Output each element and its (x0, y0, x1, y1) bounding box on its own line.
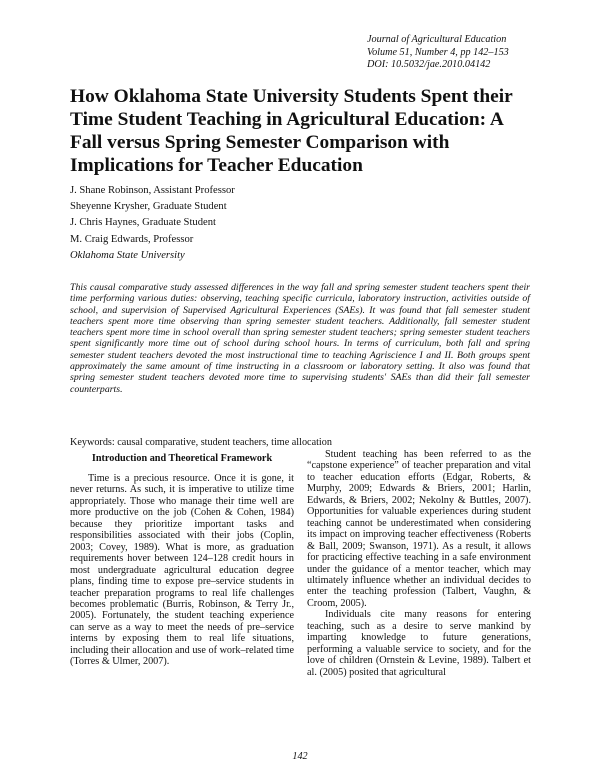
author-4: M. Craig Edwards, Professor (70, 233, 194, 245)
paper-title: How Oklahoma State University Students Spent their Time Student Teaching in Agricultural Education: A Fall versus Spring Semester Comparison with Implications for Teacher Education (70, 86, 513, 176)
body-paragraph-left: Time is a precious resource. Once it is gone, it never returns. As such, it is imperative to utilize time appropriately. Those who manage their time well are more productive on the job (Cohen & Cohen, 1984) because they prioritize important tasks and responsibilities associated with their jobs (Coplin, 2003; Covey, 1989). What is more, as graduation requirements hover between 124–128 credit hours in most undergraduate agricultural education degree plans, finding time to expose pre–service students in teacher preparation programs to real life challenges becomes problematic (Burris, Robinson, & Terry Jr., 2005). Fortunately, the student teaching experience can serve as a way to meet the needs of pre–service interns by exposing them to real life situations, including their allocation and use of work–related time (Torres & Ulmer, 2007). (70, 473, 294, 668)
body-column-left (70, 449, 294, 668)
affiliation: Oklahoma State University (70, 249, 185, 261)
author-2: Sheyenne Krysher, Graduate Student (70, 201, 227, 213)
body-paragraph-right-1: Student teaching has been referred to as the “capstone experience” of teacher preparation and vital to teacher education efforts (Edgar, Roberts, & Murphy, 2009; Edwards & Briers, 2001; Harlin, Edwards, & Briers, 2002; Nekolny & Buttles, 2007). Opportunities for valuable experiences during student teaching cannot be underestimated when considering its impact on improving teacher effectiveness (Roberts & Ball, 2009; Swanson, 1971). As a result, it allows for practicing effective teaching in a safe environment under the guidance of a mentor teacher, which may ultimately influence whether an individual decides to enter the teaching profession (Talbert, Vaughn, & Croom, 2005). (307, 449, 531, 609)
author-list (70, 183, 370, 264)
journal-header (367, 34, 527, 72)
journal-doi: DOI: 10.5032/jae.2010.04142 (367, 59, 491, 71)
author-1: J. Shane Robinson, Assistant Professor (70, 185, 235, 196)
body-paragraph-right-2: Individuals cite many reasons for entering teaching, such as a desire to serve mankind by imparting knowledge to future generations, performing a valuable service to society, and for the love of children (Ornstein & Levine, 1989). Talbert et al. (2005) posited that agricultural (307, 609, 531, 678)
keywords: Keywords: causal comparative, student teachers, time allocation (70, 437, 332, 448)
journal-name: Journal of Agricultural Education (367, 34, 507, 45)
page-number: 142 (292, 751, 308, 762)
section-heading: Introduction and Theoretical Framework (91, 453, 273, 464)
abstract: This causal comparative study assessed differences in the way fall and spring semester student teachers spent their time performing various duties: observing, teaching specific curricula, laboratory instruction, activities outside of school, and supervision of Supervised Agricultural Experiences (SAEs). It was found that fall semester student teachers spent more time observing than spring semester student teachers. Additionally, fall semester student teachers spent more time in school overall than spring semester student teachers; spring semester student teachers spent significantly more time out of school during school hours. In terms of curriculum, both fall and spring semester student teachers devoted the most instructional time to teaching Agriscience I and II. Both groups spent approximately the same amount of time instructing in a classroom or laboratory setting. It also was found that spring semester student teachers devoted more time to supervising students' SAEs than did their fall semester counterparts. (70, 282, 530, 395)
body-column-right (307, 449, 531, 678)
author-3: J. Chris Haynes, Graduate Student (70, 217, 216, 229)
journal-volume: Volume 51, Number 4, pp 142–153 (367, 46, 509, 58)
